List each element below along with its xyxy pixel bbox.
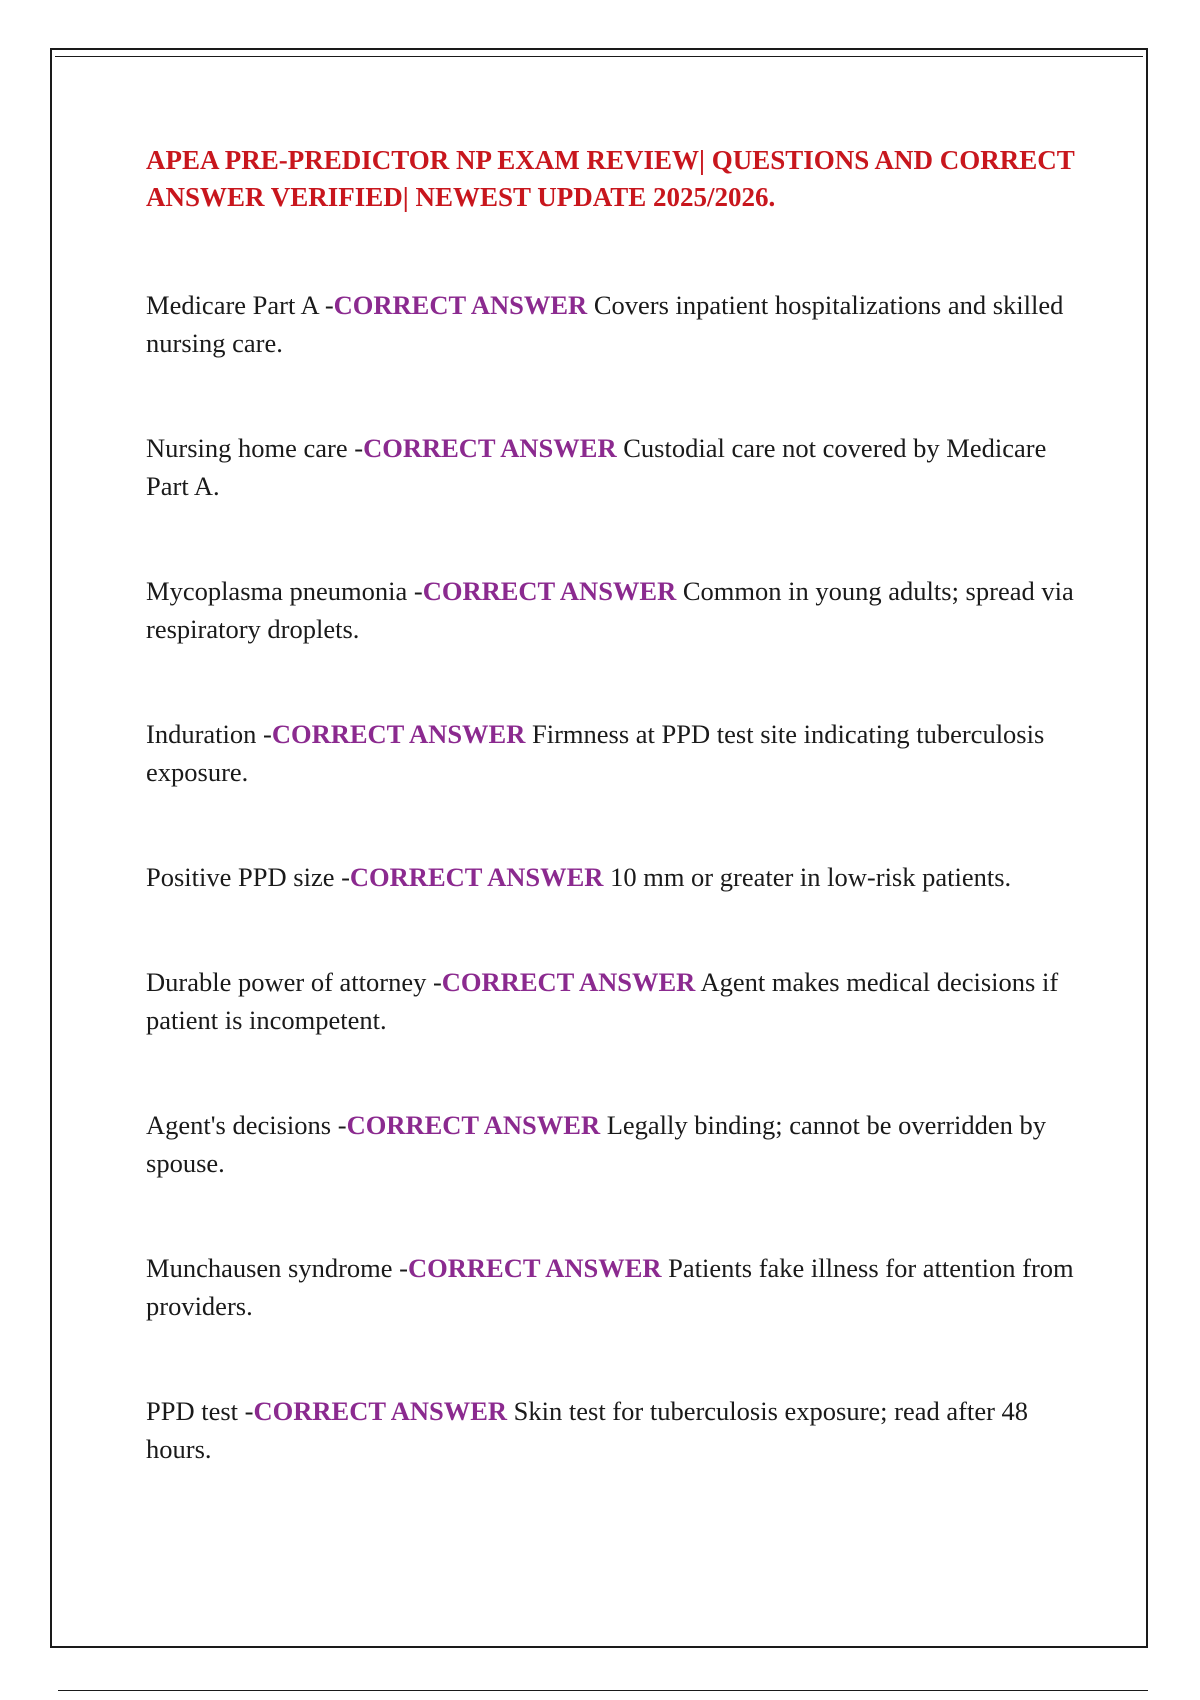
correct-answer-tag: CORRECT ANSWER — [363, 433, 617, 463]
page-top-rule — [55, 56, 1143, 57]
qa-term: Positive PPD size - — [146, 862, 350, 892]
correct-answer-tag: CORRECT ANSWER — [349, 862, 604, 892]
correct-answer-tag: CORRECT ANSWER — [422, 576, 677, 606]
qa-term: Induration - — [146, 719, 272, 749]
qa-term: Agent's decisions - — [146, 1110, 347, 1140]
qa-term: Nursing home care - — [146, 433, 364, 463]
qa-term: PPD test - — [146, 1396, 254, 1426]
qa-answer: 10 mm or greater in low-risk patients. — [603, 862, 1012, 892]
qa-term: Medicare Part A - — [146, 290, 334, 320]
qa-item — [146, 572, 1076, 648]
correct-answer-tag: CORRECT ANSWER — [441, 967, 696, 997]
correct-answer-tag: CORRECT ANSWER — [253, 1396, 508, 1426]
qa-term: Mycoplasma pneumonia - — [146, 576, 423, 606]
qa-item — [146, 1392, 1076, 1468]
correct-answer-tag: CORRECT ANSWER — [408, 1253, 662, 1283]
qa-answer: Agent makes medical decisions if patient is incompetent. — [146, 967, 1059, 1035]
qa-item — [146, 858, 1076, 896]
qa-term: Durable power of attorney - — [146, 967, 442, 997]
qa-item — [146, 1249, 1076, 1325]
qa-answer: Skin test for tuberculosis exposure; read after 48 hours. — [146, 1396, 1029, 1464]
qa-answer: Patients fake illness for attention from providers. — [146, 1253, 1074, 1321]
qa-answer: Firmness at PPD test site indicating tuberculosis exposure. — [146, 719, 1045, 787]
next-page-top-rule — [58, 1690, 1148, 1691]
qa-answer: Common in young adults; spread via respiratory droplets. — [146, 576, 1074, 644]
document-title: APEA PRE-PREDICTOR NP EXAM REVIEW| QUESTIONS AND CORRECT ANSWER VERIFIED| NEWEST UPDATE 2025/2026. — [146, 145, 1075, 212]
qa-item — [146, 715, 1076, 791]
correct-answer-tag: CORRECT ANSWER — [346, 1110, 601, 1140]
qa-item — [146, 1106, 1076, 1182]
qa-answer: Covers inpatient hospitalizations and skilled nursing care. — [146, 290, 1064, 358]
qa-item — [146, 286, 1076, 362]
qa-term: Munchausen syndrome - — [146, 1253, 408, 1283]
document-body — [146, 142, 1076, 1535]
correct-answer-tag: CORRECT ANSWER — [271, 719, 526, 749]
qa-item — [146, 429, 1076, 505]
correct-answer-tag: CORRECT ANSWER — [333, 290, 588, 320]
qa-answer: Legally binding; cannot be overridden by spouse. — [146, 1110, 1047, 1178]
qa-answer: Custodial care not covered by Medicare Part A. — [146, 433, 1047, 501]
qa-item — [146, 963, 1076, 1039]
